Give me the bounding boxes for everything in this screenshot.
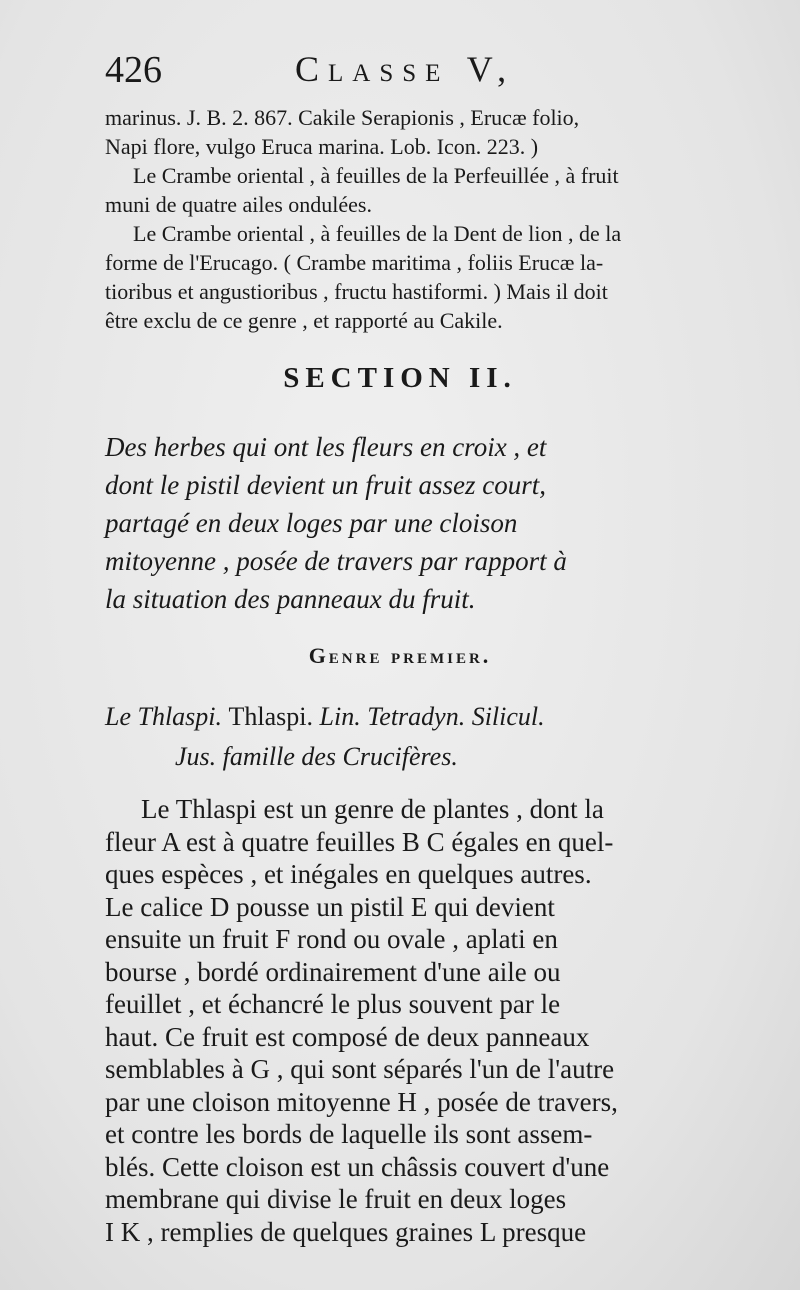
body-paragraph — [105, 793, 735, 1248]
text-line: marinus. J. B. 2. 867. Cakile Serapionis , Erucæ folio, — [105, 105, 580, 130]
text-line: muni de quatre ailes ondulées. — [105, 192, 372, 217]
text-line: la situation des panneaux du fruit. — [105, 584, 476, 614]
running-title: Classe V, — [295, 49, 516, 89]
text-line: bourse , bordé ordinairement d'une aile ou — [105, 956, 561, 987]
text-line: membrane qui divise le fruit en deux loges — [105, 1184, 567, 1214]
text-line: semblables à G , qui sont séparés l'un de l'autre — [105, 1054, 615, 1084]
text-line: dont le pistil devient un fruit assez court, — [105, 470, 546, 500]
genus-classification: Lin. Tetradyn. Silicul. — [319, 702, 545, 731]
text-line: Le Crambe oriental , à feuilles de la Dent de lion , de la — [133, 221, 622, 246]
genus-title — [105, 697, 735, 777]
text-line: forme de l'Erucago. ( Crambe maritima , foliis Erucæ la- — [105, 250, 604, 275]
text-line: par une cloison mitoyenne H , posée de travers, — [105, 1086, 618, 1117]
text-line: ques espèces , et inégales en quelques autres. — [105, 859, 592, 889]
text-line: Le Thlaspi est un genre de plantes , dont la — [141, 794, 604, 824]
text-line: mitoyenne , posée de travers par rapport à — [105, 546, 567, 576]
genus-line — [105, 697, 735, 737]
text-line: haut. Ce fruit est composé de deux panneaux — [105, 1021, 590, 1052]
section-title: SECTION II. — [283, 362, 517, 394]
genus-name-latin: Thlaspi. — [228, 702, 314, 731]
section-description — [105, 428, 735, 618]
page-header — [105, 48, 760, 108]
text-line: blés. Cette cloison est un châssis couvert d'une — [105, 1151, 610, 1182]
text-line: tioribus et angustioribus , fructu hastiformi. ) Mais il doit — [105, 279, 608, 304]
text-line: partagé en deux loges par une cloison — [105, 508, 518, 538]
text-line: fleur A est à quatre feuilles B C égales en quel- — [105, 826, 614, 857]
text-line: Le calice D pousse un pistil E qui devient — [105, 891, 555, 922]
text-line: Napi flore, vulgo Eruca marina. Lob. Icon. 223. ) — [105, 134, 539, 159]
text-line: et contre les bords de laquelle ils sont assem- — [105, 1119, 593, 1149]
genus-name-italic: Le Thlaspi. — [105, 702, 223, 731]
text-line: feuillet , et échancré le plus souvent par le — [105, 989, 561, 1019]
genus-family: Jus. famille des Crucifères. — [175, 742, 458, 771]
page-number: 426 — [105, 49, 162, 91]
text-line: Le Crambe oriental , à feuilles de la Perfeuillée , à fruit — [133, 163, 619, 188]
text-line: I K , remplies de quelques graines L presque — [105, 1216, 587, 1247]
genre-heading: Genre premier. — [308, 643, 492, 668]
text-line: être exclu de ce genre , et rapporté au Cakile. — [105, 308, 503, 333]
paragraph-continued — [105, 103, 735, 335]
text-line: Des herbes qui ont les fleurs en croix , et — [105, 432, 547, 462]
text-line: ensuite un fruit F rond ou ovale , aplati en — [105, 924, 558, 954]
